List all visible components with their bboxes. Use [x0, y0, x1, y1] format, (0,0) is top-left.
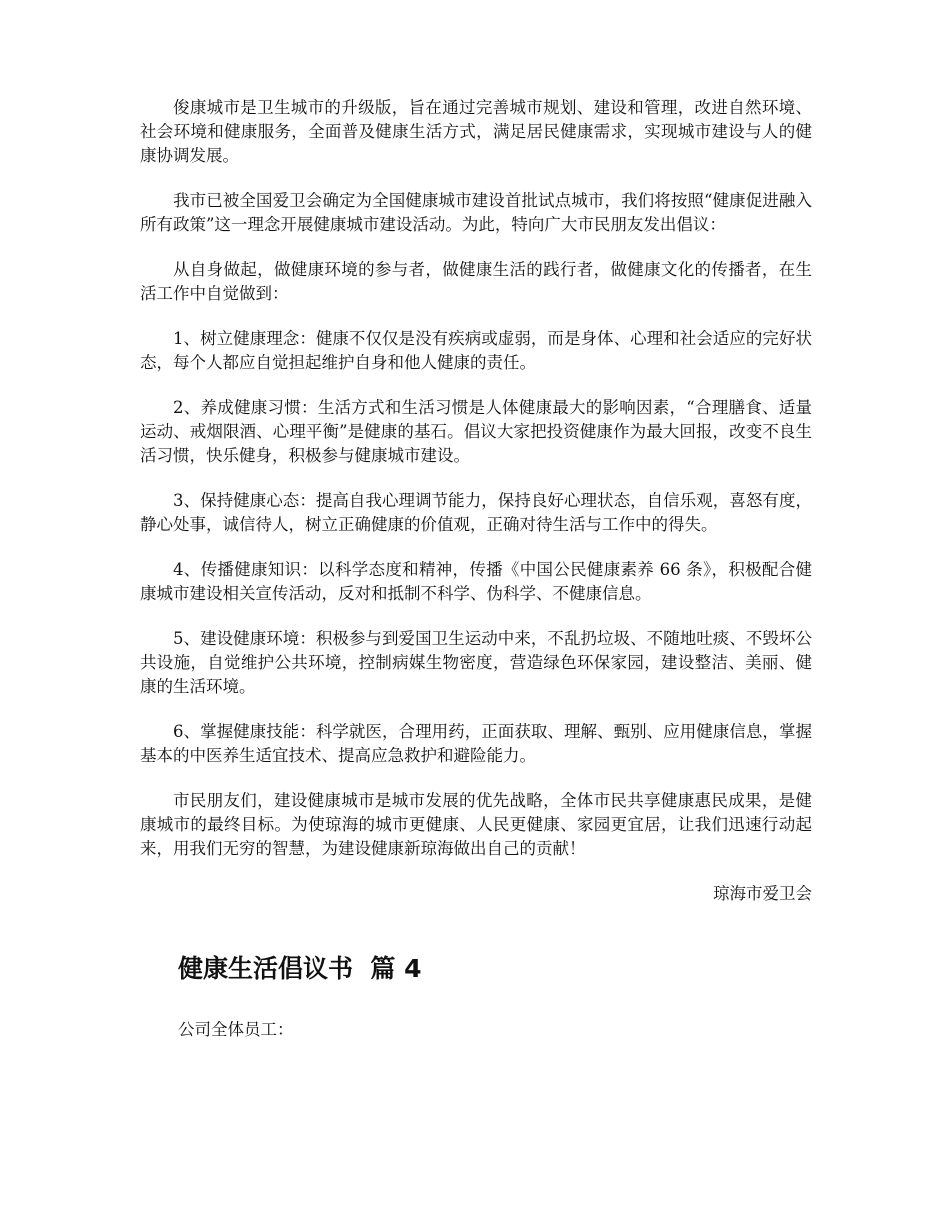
- salutation: 公司全体员工：: [178, 1020, 294, 1039]
- signature: 琼海市爱卫会: [713, 884, 812, 903]
- section-heading: 健康生活倡议书 篇 4: [178, 954, 422, 983]
- paragraph-pilot-city: 我市已被全国爱卫会确定为全国健康城市建设首批试点城市，我们将按照“健康促进融入所有政策”这一理念开展健康城市建设活动。为此，特向广大市民朋友发出倡议：: [140, 191, 812, 234]
- paragraph-closing: 市民朋友们，建设健康城市是城市发展的优先战略，全体市民共享健康惠民成果，是健康城市的最终目标。为使琼海的城市更健康、人民更健康、家园更宜居，让我们迅速行动起来，用我们无穷的智慧，为建设健康新琼海做出自己的贡献！: [140, 791, 812, 858]
- paragraph-item-1: 1、树立健康理念：健康不仅仅是没有疾病或虚弱，而是身体、心理和社会适应的完好状态，每个人都应自觉担起维护自身和他人健康的责任。: [140, 329, 812, 372]
- paragraph-intro: 俊康城市是卫生城市的升级版，旨在通过完善城市规划、建设和管理，改进自然环境、社会环境和健康服务，全面普及健康生活方式，满足居民健康需求，实现城市建设与人的健康协调发展。: [140, 98, 812, 165]
- paragraph-item-5: 5、建设健康环境：积极参与到爱国卫生运动中来，不乱扔垃圾、不随地吐痰、不毁坏公共设施，自觉维护公共环境，控制病媒生物密度，营造绿色环保家园，建设整洁、美丽、健康的生活环境。: [140, 629, 812, 696]
- document-body: [140, 96, 812, 906]
- paragraph-item-4: 4、传播健康知识：以科学态度和精神，传播《中国公民健康素养 66 条》，积极配合健康城市建设相关宣传活动，反对和抵制不科学、伪科学、不健康信息。: [140, 560, 812, 603]
- paragraph-item-6: 6、掌握健康技能：科学就医，合理用药，正面获取、理解、甄别、应用健康信息，掌握基本的中医养生适宜技术、提高应急救护和避险能力。: [140, 722, 812, 765]
- paragraph-item-2: 2、养成健康习惯：生活方式和生活习惯是人体健康最大的影响因素，“合理膳食、适量运动、戒烟限酒、心理平衡”是健康的基石。倡议大家把投资健康作为最大回报，改变不良生活习惯，快乐健身，积极参与健康城市建设。: [140, 398, 812, 465]
- paragraph-call-to-action: 从自身做起，做健康环境的参与者，做健康生活的践行者，做健康文化的传播者，在生活工作中自觉做到：: [140, 260, 812, 303]
- paragraph-item-3: 3、保持健康心态：提高自我心理调节能力，保持良好心理状态，自信乐观，喜怒有度，静心处事，诚信待人，树立正确健康的价值观，正确对待生活与工作中的得失。: [140, 491, 812, 534]
